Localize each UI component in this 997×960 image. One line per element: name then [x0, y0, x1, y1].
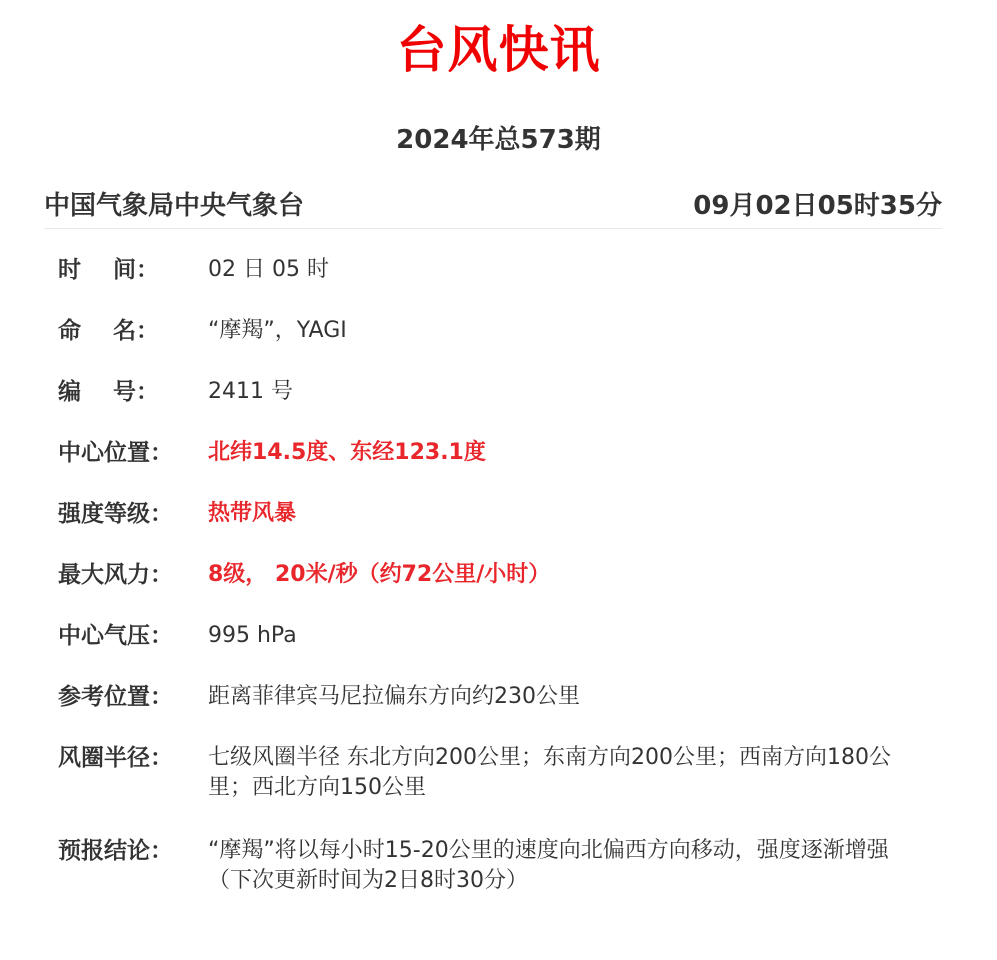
bulletin-header: [44, 188, 942, 229]
field-label: 风圈半径：: [58, 745, 173, 771]
field-label: 中心位置：: [58, 440, 173, 466]
issue-number: 2024年总573期: [396, 125, 601, 155]
issuing-agency: 中国气象局中央气象台: [44, 191, 305, 221]
forecast-note: （下次更新时间为2日8时30分）: [208, 868, 528, 893]
field-label: 预报结论：: [58, 838, 173, 864]
field-value: 02 日 05 时: [208, 257, 329, 282]
field-value: 热带风暴: [208, 501, 297, 526]
field-value: [208, 836, 928, 896]
field-label: 时 间：: [58, 257, 160, 283]
field-value: 距离菲律宾马尼拉偏东方向约230公里: [208, 684, 580, 709]
field-label: 命 名：: [58, 318, 160, 344]
field-value: “摩羯”，YAGI: [208, 318, 347, 343]
field-label: 中心气压：: [58, 623, 173, 649]
forecast-text: “摩羯”将以每小时15-20公里的速度向北偏西方向移动，强度逐渐增强: [208, 838, 889, 863]
issued-time: 09月02日05时35分: [693, 191, 942, 221]
field-label: 最大风力：: [58, 562, 173, 588]
field-value: 2411 号: [208, 379, 293, 404]
field-value: 北纬14.5度、东经123.1度: [208, 440, 486, 465]
field-label: 编 号：: [58, 379, 160, 405]
bulletin-title: 台风快讯: [396, 21, 601, 79]
field-label: 强度等级：: [58, 501, 173, 527]
field-value: 七级风圈半径 东北方向200公里；东南方向200公里；西南方向180公里；西北方向150公里: [208, 745, 891, 800]
field-value: 995 hPa: [208, 623, 297, 648]
field-value: 8级， 20米/秒（约72公里/小时）: [208, 562, 551, 587]
field-label: 参考位置：: [58, 684, 173, 710]
